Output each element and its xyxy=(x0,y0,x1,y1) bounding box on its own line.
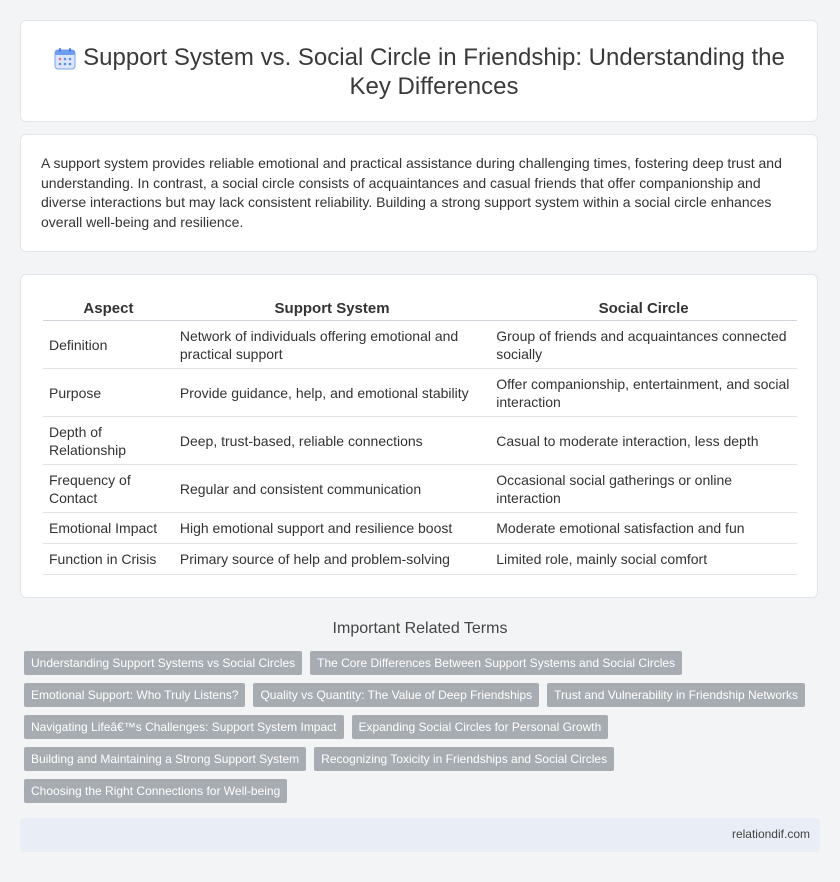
table-cell: Purpose xyxy=(43,369,174,417)
table-row xyxy=(43,544,797,575)
tag-row xyxy=(24,779,814,803)
footer-site-name[interactable]: relationdif.com xyxy=(731,827,810,841)
related-term-tag[interactable]: Navigating Lifeâ€™s Challenges: Support System Impact xyxy=(24,715,344,739)
header-aspect: Aspect xyxy=(43,295,174,321)
table-cell: Regular and consistent communication xyxy=(174,465,490,513)
table-header-row xyxy=(43,295,797,321)
title-wrap xyxy=(21,43,817,101)
table-cell: Frequency of Contact xyxy=(43,465,174,513)
table-cell: Limited role, mainly social comfort xyxy=(490,544,797,575)
related-term-tag[interactable]: Trust and Vulnerability in Friendship Networks xyxy=(547,683,805,707)
tag-row xyxy=(24,747,814,771)
table-cell: Depth of Relationship xyxy=(43,417,174,465)
related-term-tag[interactable]: Choosing the Right Connections for Well-being xyxy=(24,779,287,803)
table-cell: Provide guidance, help, and emotional stability xyxy=(174,369,490,417)
table-row xyxy=(43,465,797,513)
related-terms-heading: Important Related Terms xyxy=(332,620,508,637)
tag-row xyxy=(24,683,814,707)
table-row xyxy=(43,417,797,465)
related-term-tag[interactable]: The Core Differences Between Support Systems and Social Circles xyxy=(310,651,682,675)
table-cell: Function in Crisis xyxy=(43,544,174,575)
tag-row xyxy=(24,651,814,675)
intro-card xyxy=(20,134,818,252)
table-row xyxy=(43,369,797,417)
related-term-tag[interactable]: Expanding Social Circles for Personal Growth xyxy=(352,715,609,739)
related-term-tag[interactable]: Understanding Support Systems vs Social Circles xyxy=(24,651,302,675)
comparison-table-card xyxy=(20,274,818,598)
page-title: Support System vs. Social Circle in Friendship: Understanding the Key Differences xyxy=(83,44,785,100)
table-cell: Offer companionship, entertainment, and social interaction xyxy=(490,369,797,417)
table-cell: Moderate emotional satisfaction and fun xyxy=(490,513,797,544)
related-term-tag[interactable]: Building and Maintaining a Strong Support System xyxy=(24,747,306,771)
table-row xyxy=(43,513,797,544)
related-terms-list xyxy=(24,651,814,811)
related-term-tag[interactable]: Recognizing Toxicity in Friendships and Social Circles xyxy=(314,747,614,771)
table-cell: Emotional Impact xyxy=(43,513,174,544)
table-cell: Definition xyxy=(43,321,174,369)
header-support-system: Support System xyxy=(174,295,490,321)
tag-row xyxy=(24,715,814,739)
table-cell: Deep, trust-based, reliable connections xyxy=(174,417,490,465)
intro-paragraph: A support system provides reliable emotional and practical assistance during challenging times, fostering deep trust and understanding. In contrast, a social circle consists of acquaintances and casual friends that offer companionship and diverse interactions but may lack consistent reliability. Building a strong support system within a social circle enhances overall well-being and resilience. xyxy=(41,155,782,230)
table-cell: Network of individuals offering emotional and practical support xyxy=(174,321,490,369)
table-cell: Group of friends and acquaintances connected socially xyxy=(490,321,797,369)
table-cell: Primary source of help and problem-solving xyxy=(174,544,490,575)
related-term-tag[interactable]: Quality vs Quantity: The Value of Deep Friendships xyxy=(253,683,539,707)
related-term-tag[interactable]: Emotional Support: Who Truly Listens? xyxy=(24,683,245,707)
table-cell: Casual to moderate interaction, less depth xyxy=(490,417,797,465)
table-cell: Occasional social gatherings or online interaction xyxy=(490,465,797,513)
comparison-table xyxy=(43,295,797,575)
footer-bar xyxy=(20,818,820,852)
table-cell: High emotional support and resilience boost xyxy=(174,513,490,544)
table-row xyxy=(43,321,797,369)
header-social-circle: Social Circle xyxy=(490,295,797,321)
header-card xyxy=(20,20,818,122)
